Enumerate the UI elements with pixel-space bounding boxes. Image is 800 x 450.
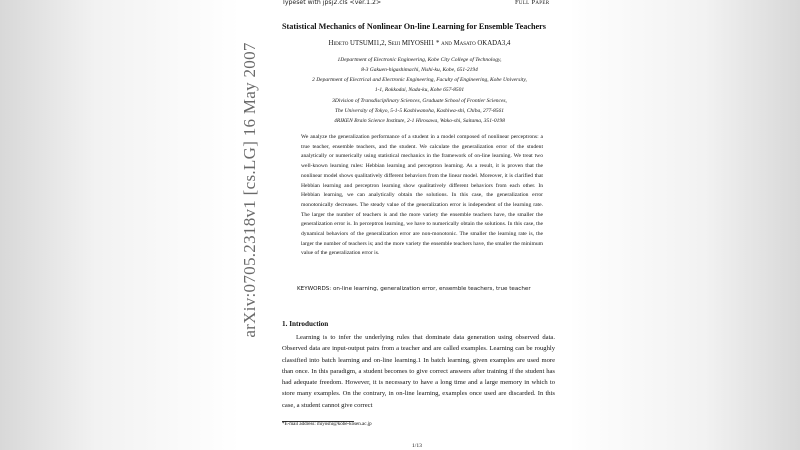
- running-header-right: Full Paper: [515, 0, 550, 6]
- section-heading: 1. Introduction: [282, 320, 329, 328]
- affiliation-line: 8-3 Gakuen-higashimachi, Nishi-ku, Kobe, 651-2194: [361, 67, 478, 73]
- arxiv-identifier: arXiv:0705.2318v1 [cs.LG] 16 May 2007: [240, 42, 259, 338]
- keywords: KEYWORDS: on-line learning, generalization error, ensemble teachers, true teacher: [297, 286, 531, 292]
- running-header-left: Typeset with jpsj2.cls <ver.1.2>: [282, 0, 382, 6]
- affiliation-line: 2 Department of Electrical and Electronic Engineering, Faculty of Engineering, Kobe University,: [312, 77, 527, 83]
- footnote: *E-mail address: miyoshi@kobe-kosen.ac.jp: [282, 422, 372, 427]
- affiliation-line: 1-1, Rokkodai, Nada-ku, Kobe 657-8501: [374, 87, 465, 93]
- paper-title: Statistical Mechanics of Nonlinear On-line Learning for Ensemble Teachers: [282, 22, 546, 31]
- affiliation-line: 1Department of Electronic Engineering, Kobe City College of Technology,: [337, 57, 502, 63]
- affiliation-line: 4RIKEN Brain Science Institute, 2-1 Hirosawa, Wako-shi, Saitama, 351-0198: [334, 118, 505, 124]
- affiliation-line: The University of Tokyo, 5-1-5 Kashiwanoha, Kashiwa-shi, Chiba, 277-8561: [334, 108, 505, 114]
- affiliation-line: 3Division of Transdisciplinary Sciences, Graduate School of Frontier Sciences,: [332, 98, 507, 104]
- author-list: Hideto UTSUMI1,2, Seiji MIYOSHI1 * and Masato OKADA3,4: [328, 40, 511, 47]
- page-number: 1/13: [412, 443, 422, 449]
- abstract: We analyze the generalization performance of a student in a model composed of nonlinear perceptrons: a true teacher, ensemble teachers, and the student. We calculate the generalization error of the student analytically or numerically using statistical mechanics in the framework of on-line learning. We treat two well-known learning rules: Hebbian learning and perceptron learning. As a result, it is proven that the nonlinear model shows qualitatively different behaviors from the linear model. Moreover, it is clarified that Hebbian learning and perceptron learning show qualitatively different behaviors from each other. In Hebbian learning, we can analytically obtain the solutions. In this case, the generalization error monotonically decreases. The steady value of the generalization error is independent of the learning rate. The larger the number of teachers is and the more variety the ensemble teachers have, the smaller the generalization error is. In perceptron learning, we have to numerically obtain the solutions. In this case, the dynamical behaviors of the generalization error are non-monotonic. The smaller the learning rate is, the larger the number of teachers is; and the more variety the ensemble teachers have, the smaller the minimum value of the generalization error is.: [301, 134, 543, 257]
- introduction-paragraph: Learning is to infer the underlying rules that dominate data generation using observed data. Observed data are input-output pairs from a teacher and are called examples. Learning can be roughly classified into batch learning and on-line learning.1 In batch learning, given examples are used more than once. In this paradigm, a student becomes to give correct answers after training if the student has had adequate freedom. However, it is necessary to have a long time and a large memory in which to store many examples. On the contrary, in on-line learning, examples once used are discarded. In this case, a student cannot give correct: [282, 334, 555, 409]
